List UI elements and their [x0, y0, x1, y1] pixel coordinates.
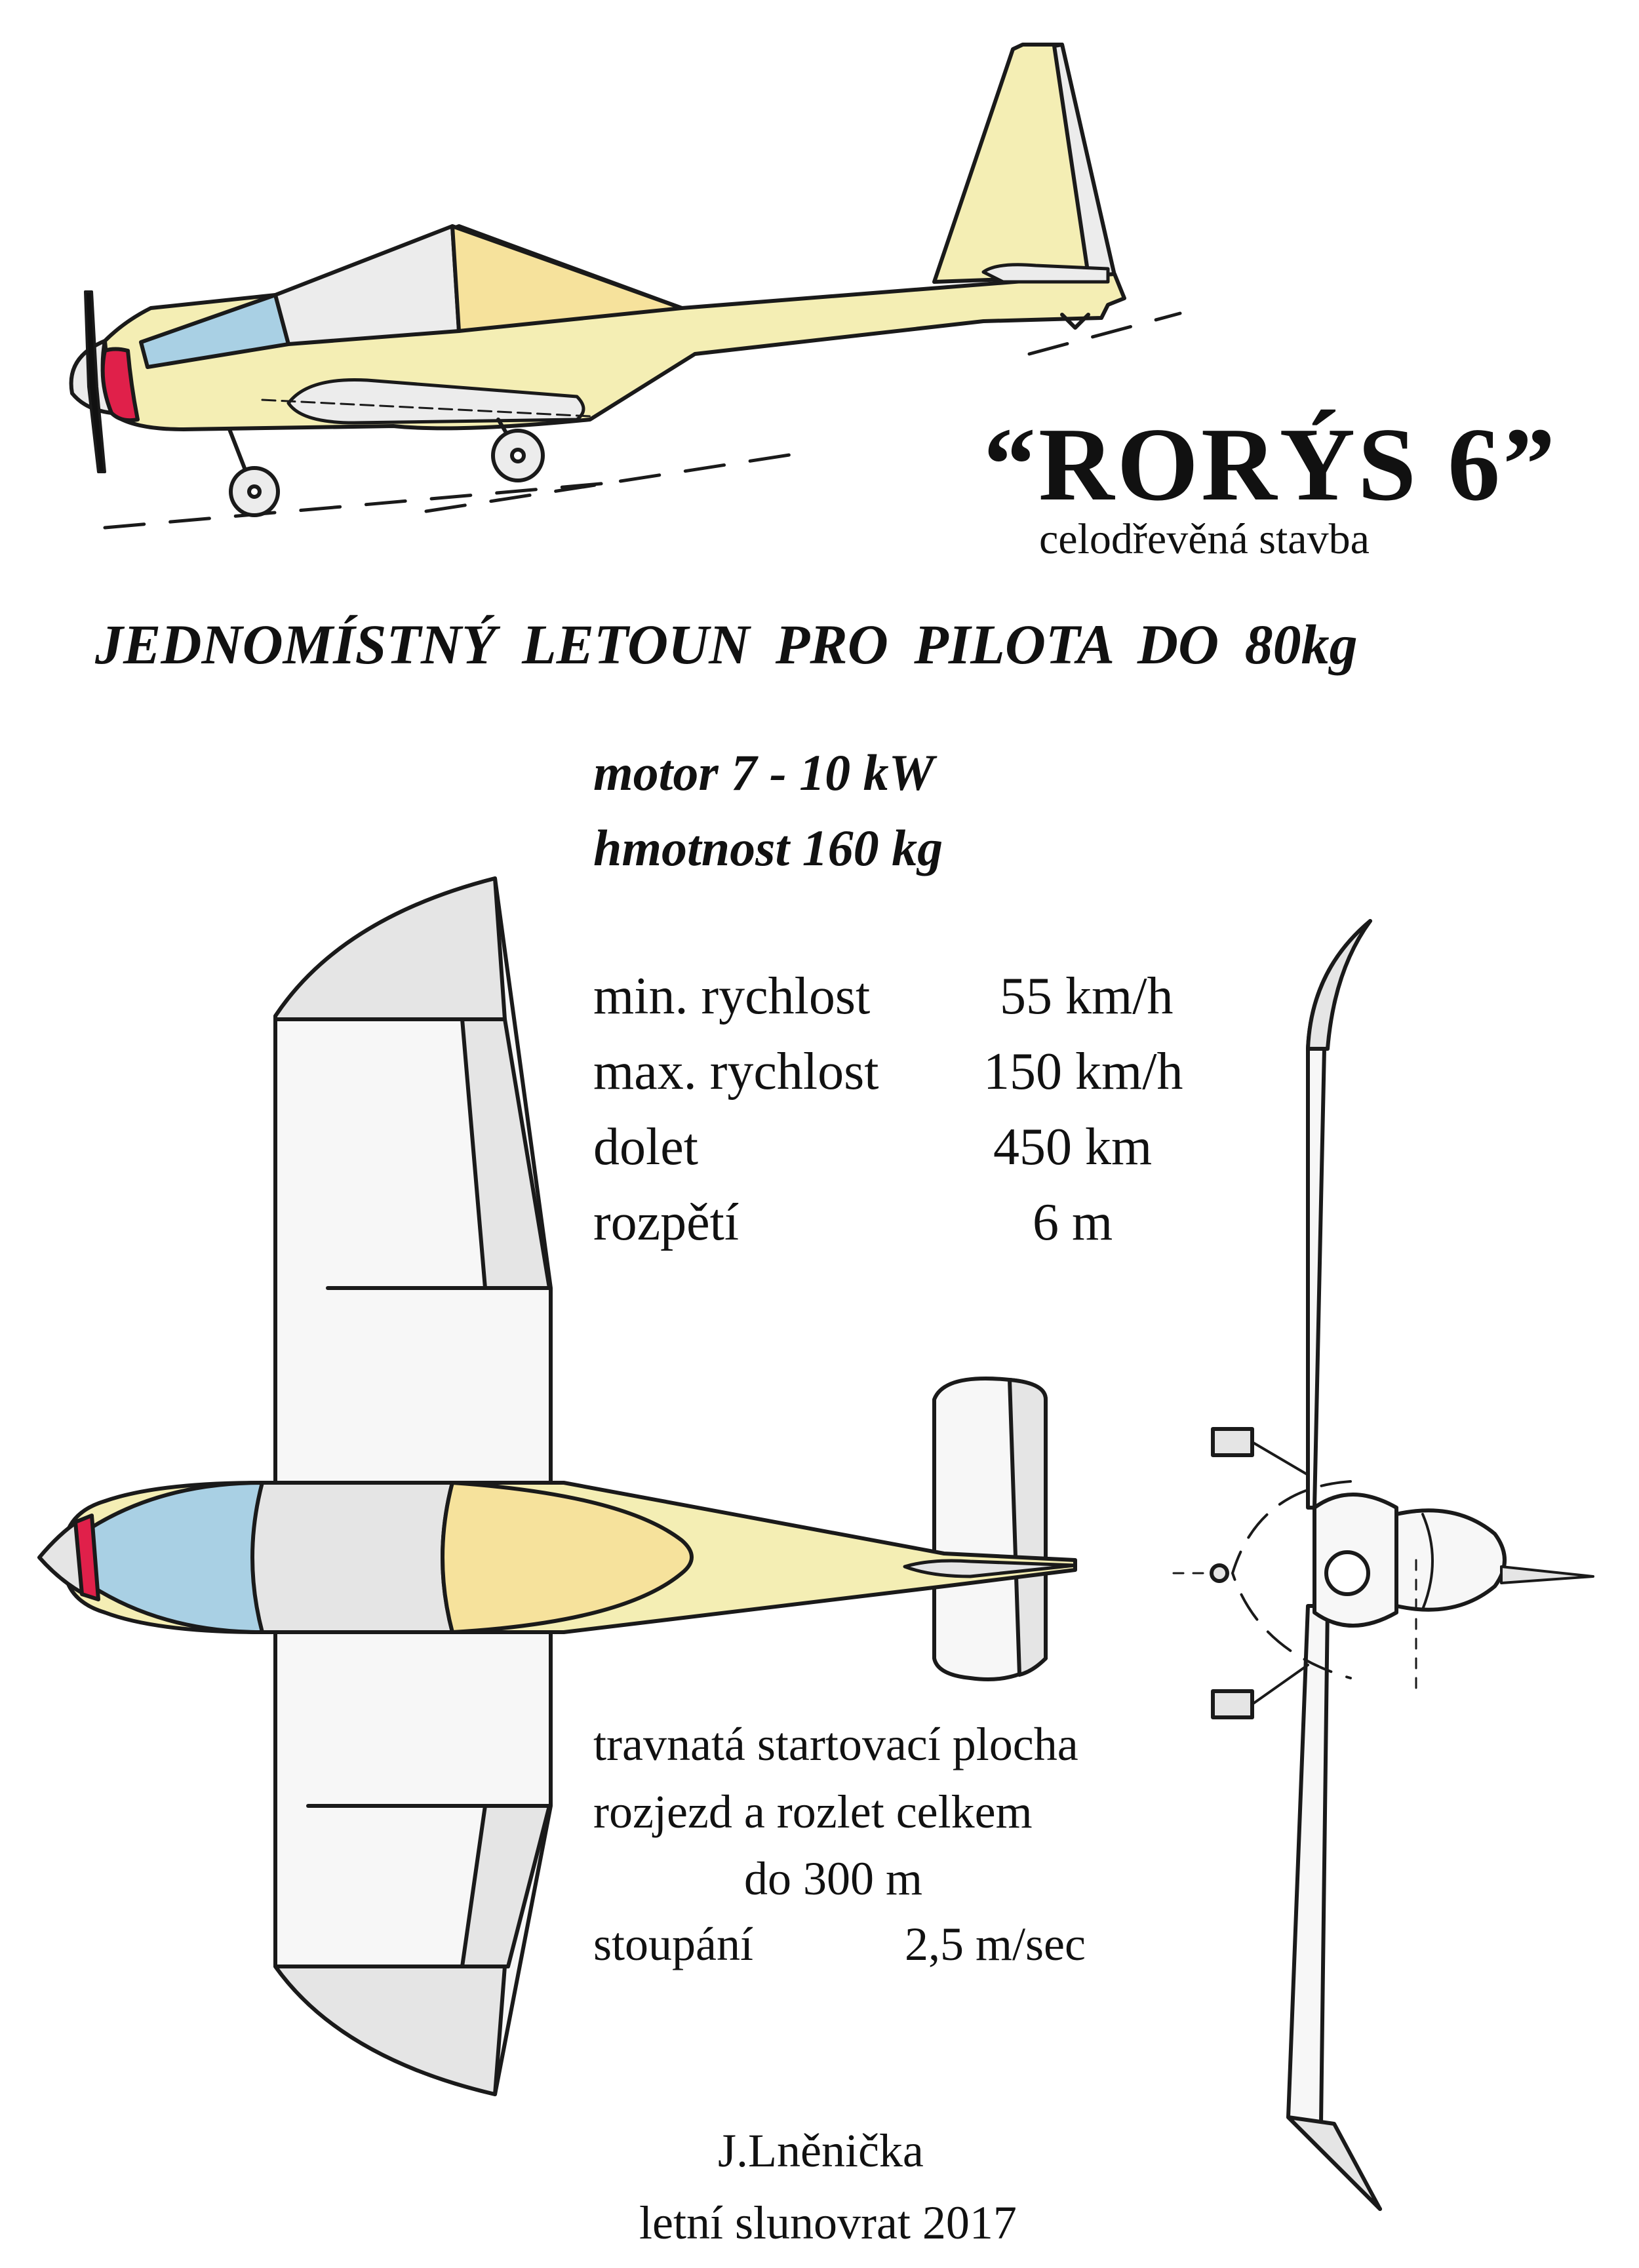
- front-wheel-upper: [1213, 1429, 1252, 1455]
- nose-wheel-hub: [249, 486, 260, 497]
- front-gear-struts: [1252, 1442, 1308, 1704]
- canopy-middle-top: [252, 1483, 452, 1632]
- spec-label: rozpětí: [593, 1194, 740, 1251]
- spec-label: min. rychlost: [593, 968, 871, 1025]
- front-canopy: [1396, 1510, 1505, 1609]
- climb-label: stoupání: [593, 1918, 753, 1970]
- takeoff-distance: do 300 m: [744, 1852, 923, 1905]
- front-engine-circle: [1326, 1552, 1368, 1594]
- climb-value: 2,5 m/sec: [905, 1918, 1086, 1970]
- headline: JEDNOMÍSTNÝ LETOUN PRO PILOTA DO 80kg: [95, 613, 1358, 676]
- takeoff-note: rozjezd a rozlet celkem: [593, 1786, 1033, 1838]
- front-hub: [1212, 1565, 1227, 1581]
- front-wheel-lower: [1213, 1691, 1252, 1717]
- engine-spec: motor 7 - 10 kW: [593, 744, 935, 801]
- spec-value: 450 km: [993, 1118, 1153, 1176]
- spec-value: 55 km/h: [1000, 968, 1174, 1025]
- author-name: J.Lněnička: [718, 2124, 924, 2177]
- front-view: [1174, 921, 1593, 2209]
- date-note: letní slunovrat 2017: [639, 2197, 1017, 2249]
- runway-note: travnatá startovací plocha: [593, 1718, 1078, 1770]
- front-wingtip-lower: [1288, 2117, 1380, 2209]
- mass-spec: hmotnost 160 kg: [593, 819, 943, 876]
- front-wingtip-upper: [1308, 921, 1370, 1049]
- spec-label: dolet: [593, 1118, 698, 1176]
- aircraft-title: “RORÝS 6”: [983, 406, 1558, 522]
- spec-value: 6 m: [1033, 1194, 1113, 1251]
- canopy-middle: [275, 226, 459, 344]
- wingtip-lower: [275, 1966, 505, 2094]
- spec-label: max. rychlost: [593, 1043, 879, 1101]
- tailplane-side: [983, 265, 1108, 282]
- wingtip-upper: [275, 878, 505, 1019]
- spec-value: 150 km/h: [983, 1043, 1183, 1101]
- construction-subtitle: celodřevěná stavba: [1039, 515, 1370, 563]
- top-view: [39, 878, 1075, 2094]
- main-wheel-hub: [512, 450, 524, 461]
- front-spinner: [1501, 1567, 1593, 1583]
